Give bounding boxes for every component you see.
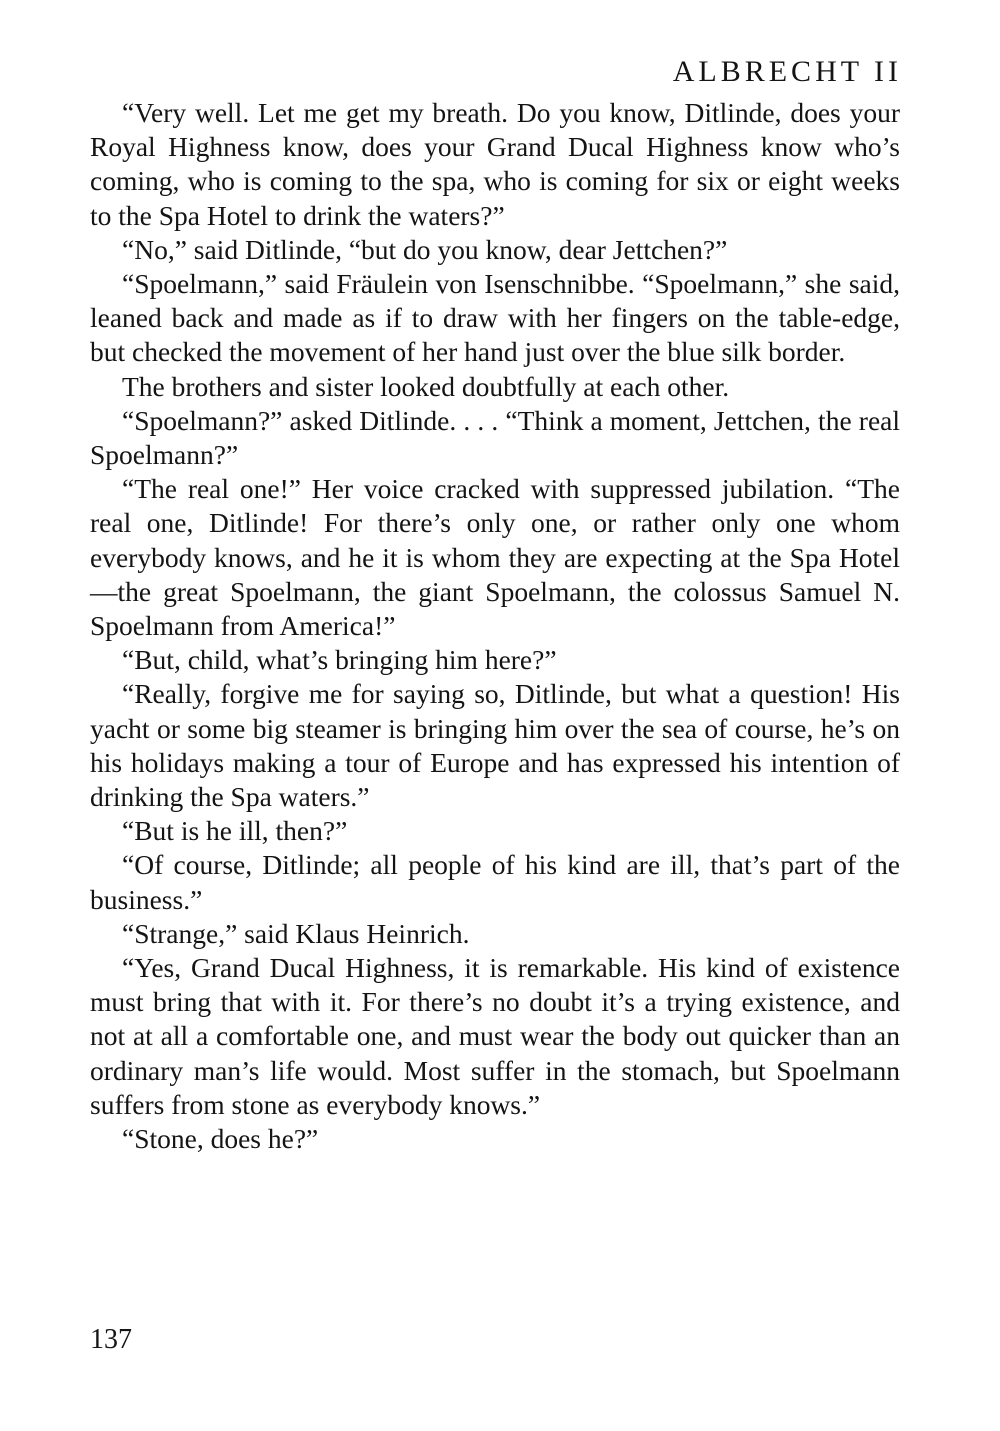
body-text <box>90 96 900 1156</box>
paragraph: “But is he ill, then?” <box>122 815 348 847</box>
paragraph: “Of course, Ditlinde; all people of his kind are ill, that’s part of the business.” <box>90 849 900 915</box>
paragraph: The brothers and sister looked doubtfully at each other. <box>122 370 730 402</box>
page-number: 137 <box>90 1324 132 1355</box>
paragraph: “Stone, does he?” <box>122 1123 319 1155</box>
paragraph: “No,” said Ditlinde, “but do you know, dear Jettchen?” <box>122 233 728 265</box>
paragraph: “Really, forgive me for saying so, Ditlinde, but what a question! His yacht or some big steamer is bringing him over the sea of course, he’s on his holidays making a tour of Europe and has expressed his intention of drinking the Spa waters.” <box>90 678 900 813</box>
paragraph: “The real one!” Her voice cracked with suppressed jubilation. “The real one, Ditlinde! For there’s only one, or rather only one whom everybody knows, and he it is whom they are expecting at the Spa Hotel—the great Spoelmann, the giant Spoelmann, the colossus Samuel N. Spoelmann from America!” <box>90 473 900 642</box>
running-head: ALBRECHT II <box>672 55 902 88</box>
paragraph: “Yes, Grand Ducal Highness, it is remarkable. His kind of existence must bring that with it. For there’s no doubt it’s a trying existence, and not at all a comfortable one, and must wear the body out quicker than an ordinary man’s life would. Most suffer in the stomach, but Spoelmann suffers from stone as everybody knows.” <box>90 952 900 1120</box>
paragraph: “Spoelmann?” asked Ditlinde. . . . “Think a moment, Jettchen, the real Spoelmann?” <box>90 404 900 471</box>
paragraph: “But, child, what’s bringing him here?” <box>122 644 557 676</box>
paragraph: “Strange,” said Klaus Heinrich. <box>122 917 470 949</box>
paragraph: “Very well. Let me get my breath. Do you know, Ditlinde, does your Royal Highness know, does your Grand Ducal Highness know who’s coming, who is coming to the spa, who is coming for six or eight weeks to the Spa Hotel to drink the waters?” <box>90 97 900 231</box>
paragraph: “Spoelmann,” said Fräulein von Isenschnibbe. “Spoelmann,” she said, leaned back and made as if to draw with her fingers on the table-edge, but checked the movement of her hand just over the blue silk border. <box>90 268 900 368</box>
